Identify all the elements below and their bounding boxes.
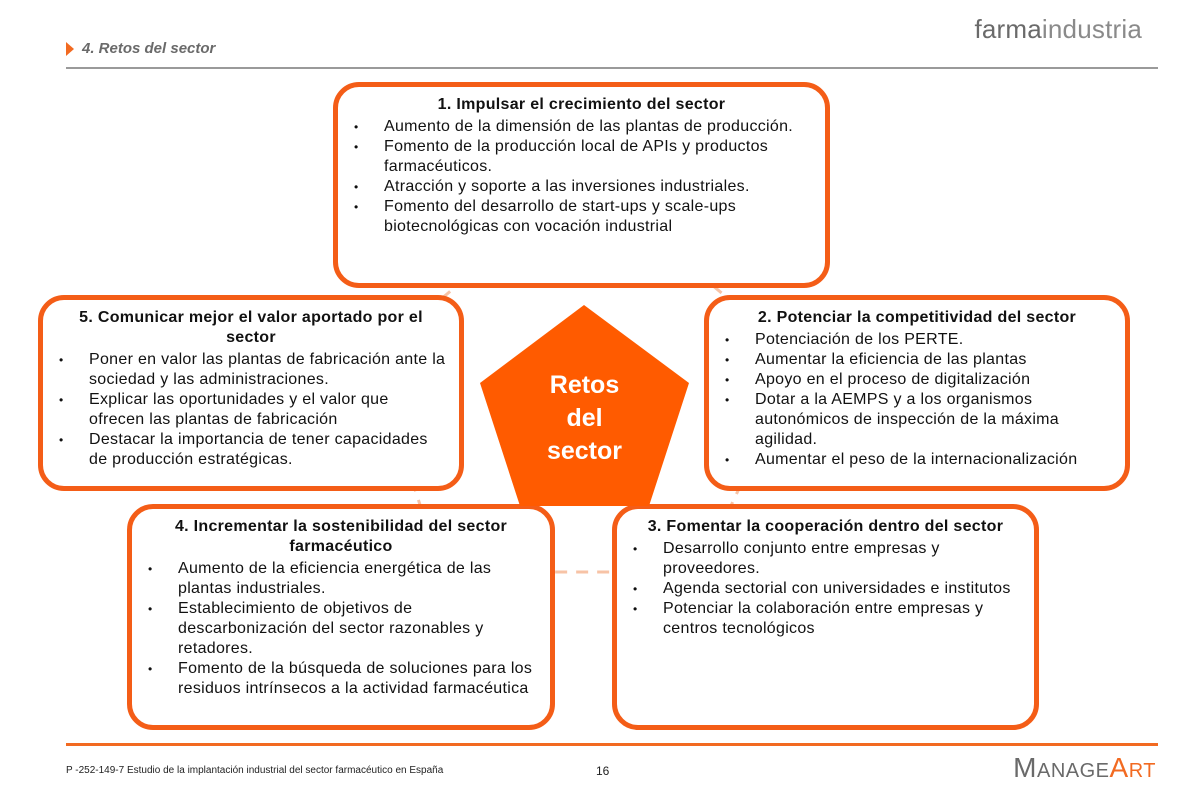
logo-part-2: industria: [1041, 14, 1142, 44]
manageart-logo: [1013, 752, 1156, 784]
challenge-box-5: [38, 295, 464, 491]
list-item: • Atracción y soporte a las inversiones industriales.: [350, 177, 813, 197]
list-item: • Fomento de la producción local de APIs y productos farmacéuticos.: [350, 137, 813, 177]
list-item: • Destacar la importancia de tener capacidades de producción estratégicas.: [55, 430, 447, 470]
center-label: [478, 369, 691, 468]
list-item: • Dotar a la AEMPS y a los organismos autonómicos de inspección de la máxima agilidad.: [721, 390, 1113, 450]
center-line-3: sector: [546, 437, 623, 465]
list-item: • Potenciar la colaboración entre empresas y centros tecnológicos: [629, 599, 1022, 639]
list-item: • Aumento de la dimensión de las plantas de producción.: [350, 117, 813, 137]
brand-part-2: Art: [1109, 752, 1156, 783]
brand-part-1: Manage: [1013, 752, 1110, 783]
list-item: • Desarrollo conjunto entre empresas y proveedores.: [629, 539, 1022, 579]
challenge-box-3: [612, 504, 1039, 730]
section-title-text: 4. Retos del sector: [82, 40, 216, 57]
list-item: • Apoyo en el proceso de digitalización: [721, 370, 1113, 390]
challenge-box-2: [704, 295, 1130, 491]
list-item: • Fomento de la búsqueda de soluciones para los residuos intrínsecos a la actividad farmacéutica: [144, 659, 538, 699]
list-item: • Potenciación de los PERTE.: [721, 330, 1113, 350]
box-title: 3. Fomentar la cooperación dentro del sector: [647, 518, 1004, 535]
center-line-1: Retos: [549, 371, 620, 399]
footer-reference: P -252-149-7 Estudio de la implantación industrial del sector farmacéutico en España: [66, 765, 444, 776]
box-title: 4. Incrementar la sostenibilidad del sector farmacéutico: [174, 518, 508, 555]
center-line-2: del: [566, 404, 603, 432]
box-title: 2. Potenciar la competitividad del sector: [757, 309, 1077, 326]
challenge-box-4: [127, 504, 555, 730]
center-pentagon: [478, 303, 691, 508]
list-item: • Fomento del desarrollo de start-ups y scale-ups biotecnológicas con vocación industrial: [350, 197, 813, 237]
challenge-box-1: [333, 82, 830, 288]
list-item: • Aumento de la eficiencia energética de las plantas industriales.: [144, 559, 538, 599]
box-title: 1. Impulsar el crecimiento del sector: [437, 96, 726, 113]
logo-part-1: farma: [974, 14, 1042, 44]
list-item: • Explicar las oportunidades y el valor que ofrecen las plantas de fabricación: [55, 390, 447, 430]
list-item: • Agenda sectorial con universidades e institutos: [629, 579, 1022, 599]
page-number: 16: [596, 764, 610, 778]
list-item: • Aumentar la eficiencia de las plantas: [721, 350, 1113, 370]
box-title: 5. Comunicar mejor el valor aportado por el sector: [79, 309, 423, 346]
list-item: • Aumentar el peso de la internacionalización: [721, 450, 1113, 470]
bottom-divider: [66, 743, 1158, 746]
list-item: • Establecimiento de objetivos de descarbonización del sector razonables y retadores.: [144, 599, 538, 659]
list-item: • Poner en valor las plantas de fabricación ante la sociedad y las administraciones.: [55, 350, 447, 390]
